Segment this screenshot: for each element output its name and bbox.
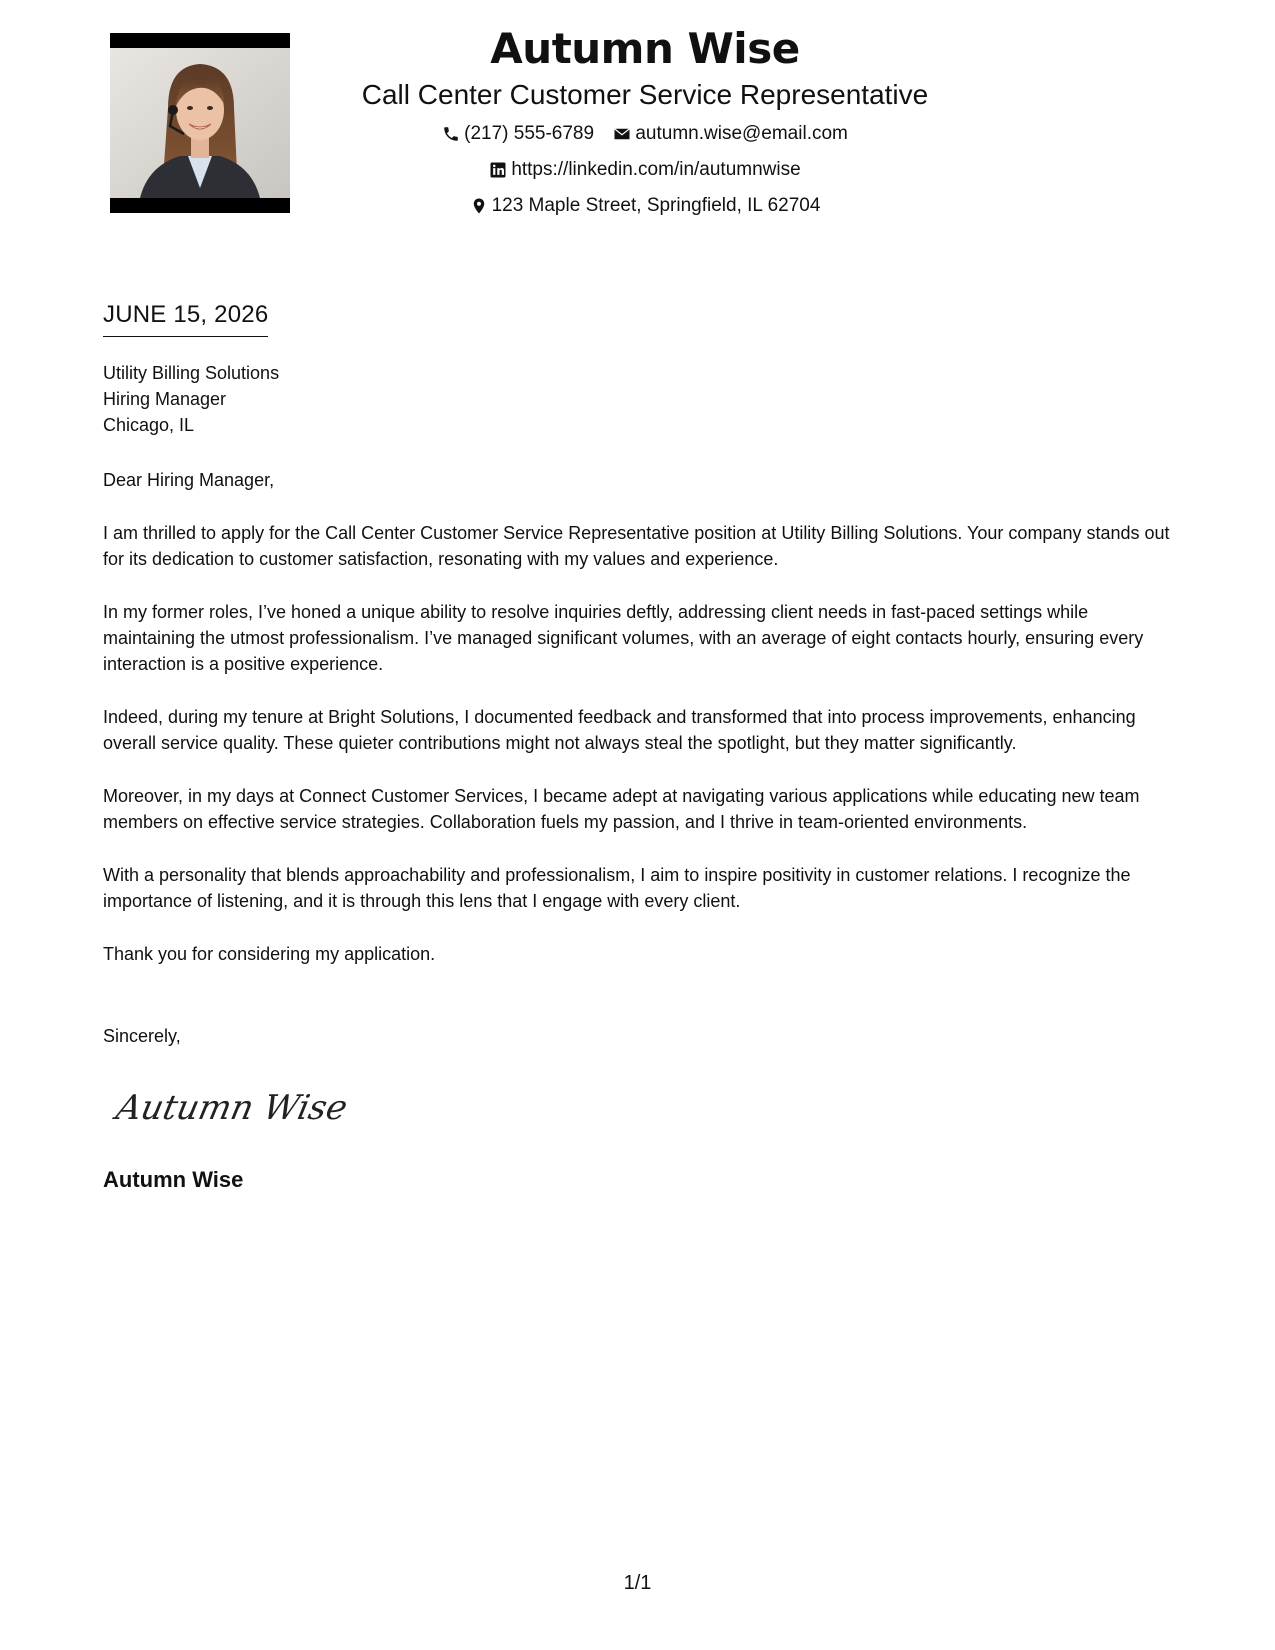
street-address: 123 Maple Street, Springfield, IL 62704 <box>491 195 821 216</box>
phone-icon <box>442 125 460 143</box>
paragraph-personality: With a personality that blends approachability and professionalism, I aim to inspire positivity in customer relations. I recognize the importance of listening, and it is through this lens that I engage with every client. <box>103 865 1131 911</box>
recipient-company: Utility Billing Solutions <box>103 363 280 383</box>
paragraph-bright-solutions: Indeed, during my tenure at Bright Solutions, I documented feedback and transformed that into process improvements, enhancing overall service quality. These quieter contributions might not always steal the spotlight, but they matter significantly. <box>103 707 1136 753</box>
recipient-role: Hiring Manager <box>103 389 227 409</box>
recipient-location: Chicago, IL <box>103 415 195 435</box>
phone-contact[interactable] <box>442 118 594 150</box>
letter-body <box>103 467 1178 994</box>
paragraph-thanks: Thank you for considering my application. <box>103 944 436 964</box>
map-marker-icon <box>470 197 488 215</box>
applicant-name: Autumn Wise <box>490 24 800 73</box>
closing: Sincerely, <box>103 1026 181 1046</box>
job-title: Call Center Customer Service Representative <box>361 79 929 110</box>
linkedin-url: https://linkedin.com/in/autumnwise <box>511 159 801 180</box>
phone-number: (217) 555-6789 <box>464 123 595 144</box>
contact-row-address <box>340 190 950 226</box>
paragraph-intro: I am thrilled to apply for the Call Center Customer Service Representative position at Utility Billing Solutions. Your company stands out for its dedication to customer satisfaction, resonating with my values and experience. <box>103 523 1170 569</box>
recipient-block <box>103 360 279 438</box>
page-number: 1/1 <box>623 1572 652 1594</box>
contact-row-phone-email <box>340 118 950 154</box>
signature-text: Autumn Wise <box>112 1088 351 1128</box>
paragraph-connect-services: Moreover, in my days at Connect Customer Services, I became adept at navigating various applications while educating new team members on effective service strategies. Collaboration fuels my passion, and I thrive in team-oriented environments. <box>103 786 1140 832</box>
salutation: Dear Hiring Manager, <box>103 470 275 490</box>
signer-name: Autumn Wise <box>103 1167 244 1192</box>
resume-header <box>340 22 950 226</box>
envelope-icon <box>613 125 631 143</box>
email-contact[interactable] <box>613 118 848 150</box>
handwritten-signature <box>112 1075 352 1135</box>
letter-date: JUNE 15, 2026 <box>103 298 268 337</box>
paragraph-experience: In my former roles, I’ve honed a unique ability to resolve inquiries deftly, addressing client needs in fast-paced settings while maintaining the utmost professionalism. I’ve managed significant volumes, with an average of eight contacts hourly, ensuring every interaction is a positive experience. <box>103 602 1144 674</box>
profile-photo <box>110 33 290 213</box>
profile-photo-image <box>110 48 290 198</box>
contact-row-linkedin <box>340 154 950 190</box>
address-contact <box>470 190 821 222</box>
email-address: autumn.wise@email.com <box>635 123 848 144</box>
linkedin-icon <box>489 161 507 179</box>
linkedin-contact[interactable] <box>489 154 800 186</box>
